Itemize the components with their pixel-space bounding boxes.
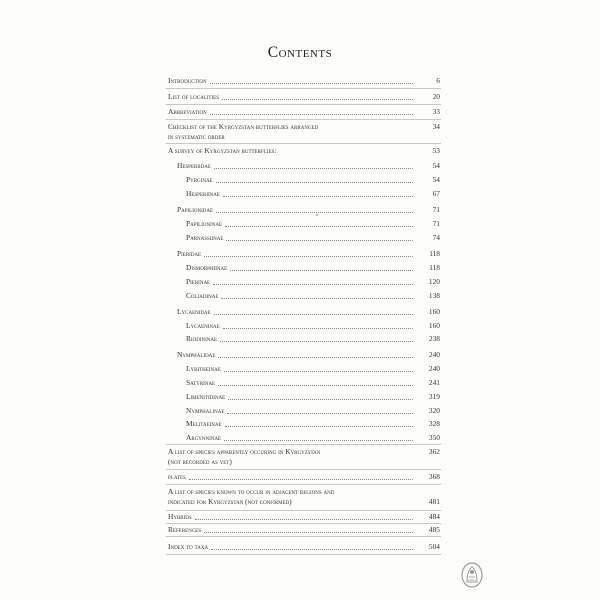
toc-page: 118 <box>429 249 440 258</box>
toc-page: 241 <box>428 378 440 387</box>
toc-entry-argynninae[interactable] <box>186 433 440 443</box>
toc-label: Hesperiidae <box>177 161 211 170</box>
toc-entry-papilionidae[interactable] <box>177 205 440 215</box>
toc-page: 160 <box>428 307 440 316</box>
toc-label: Lycaeninae <box>186 321 220 330</box>
toc-entry-hesperiidae[interactable] <box>177 161 440 171</box>
toc-label: Papilioninae <box>186 219 223 228</box>
toc-label: Lycaenidae <box>177 307 211 316</box>
toc-entry-coliadinae[interactable] <box>186 291 440 301</box>
toc-page: 350 <box>428 433 440 442</box>
toc-entry-pyrginae[interactable] <box>186 175 440 185</box>
divider <box>166 523 441 524</box>
toc-entry-abbreviation[interactable] <box>168 107 440 117</box>
toc-label-continued: (not recorded as yet) <box>168 457 232 466</box>
toc-page: 54 <box>432 161 440 170</box>
leader-dots <box>220 341 413 342</box>
leader-dots <box>224 440 413 441</box>
divider <box>166 444 441 445</box>
toc-label: References <box>168 525 201 534</box>
toc-page: 160 <box>428 321 440 330</box>
leader-dots <box>218 357 413 358</box>
leader-dots <box>224 371 413 372</box>
divider <box>166 88 441 89</box>
leader-dots <box>230 270 413 271</box>
toc-entry-nymphalidae[interactable] <box>177 350 440 360</box>
toc-entry-satyrinae[interactable] <box>186 378 440 388</box>
toc-label-continued: indicated for Kyrgyzstan (not confirmed) <box>168 497 292 506</box>
toc-label: A list of species known to occur in adjacent regions and <box>168 487 335 496</box>
leader-dots <box>204 256 413 257</box>
toc-entry-nymphalinae[interactable] <box>186 406 440 416</box>
leader-dots <box>228 399 413 400</box>
toc-label: Hybrids <box>168 512 192 521</box>
toc-label: Argynninae <box>186 433 222 442</box>
toc-label: plates <box>168 472 186 481</box>
toc-page: 138 <box>428 291 440 300</box>
toc-entry-dismorphiinae[interactable] <box>186 263 440 273</box>
toc-label: Abbreviation <box>168 107 207 116</box>
divider <box>166 554 441 555</box>
toc-label: Pyrginae <box>186 175 213 184</box>
toc-label-continued: in systematic order <box>168 132 225 141</box>
leader-dots <box>218 385 413 386</box>
toc-label: Checklist of the Kyrgyzstan butterflies arranged <box>168 122 319 131</box>
divider <box>166 104 441 105</box>
toc-label: Lybitheinae <box>186 364 221 373</box>
toc-page: 240 <box>428 350 440 359</box>
toc-label: Coliadinae <box>186 291 219 300</box>
toc-page: 118 <box>429 263 440 272</box>
toc-page: 33 <box>432 107 440 116</box>
toc-entry-parnassiinae[interactable] <box>186 233 440 243</box>
toc-entry-lybitheinae[interactable] <box>186 364 440 374</box>
leader-dots <box>226 240 413 241</box>
toc-page: 504 <box>428 542 440 551</box>
toc-label: A survey of Kyrgyzstan butterflies: <box>168 146 277 155</box>
toc-entry-apparently-occuring[interactable] <box>168 447 440 467</box>
divider <box>166 484 441 485</box>
toc-page: 328 <box>428 419 440 428</box>
toc-page: 481 <box>428 497 440 506</box>
leader-dots <box>210 114 413 115</box>
leader-dots <box>225 426 413 427</box>
toc-label: Pieridae <box>177 249 202 258</box>
toc-page: 54 <box>432 175 440 184</box>
toc-entry-survey[interactable] <box>168 146 440 156</box>
toc-label: Melitaeinae <box>186 419 222 428</box>
leader-dots <box>189 479 413 480</box>
toc-page: 320 <box>428 406 440 415</box>
paper-speck <box>316 214 318 216</box>
toc-label: Nymphalinae <box>186 406 225 415</box>
toc-page: 74 <box>432 233 440 242</box>
leader-dots <box>227 413 413 414</box>
toc-entry-limenitidinae[interactable] <box>186 392 440 402</box>
toc-entry-hesperiinae[interactable] <box>186 189 440 199</box>
toc-entry-index-to-taxa[interactable] <box>168 542 440 552</box>
divider <box>166 536 441 537</box>
toc-label: A list of species apparently occuring in Kyrgyzstan <box>168 447 321 456</box>
toc-label: Pierinae <box>186 277 211 286</box>
toc-entry-adjacent-regions[interactable] <box>168 487 440 507</box>
toc-page: 362 <box>428 447 440 456</box>
leader-dots <box>221 298 413 299</box>
divider <box>166 510 441 511</box>
toc-label: List of localities <box>168 92 219 101</box>
toc-page: 6 <box>436 76 440 85</box>
toc-page: 71 <box>432 205 440 214</box>
leader-dots <box>225 226 413 227</box>
toc-page: 53 <box>432 146 440 155</box>
toc-label: Nymphalidae <box>177 350 216 359</box>
toc-entry-riodininae[interactable] <box>186 334 440 344</box>
leader-dots <box>214 168 413 169</box>
divider <box>166 119 441 120</box>
toc-entry-pierinae[interactable] <box>186 277 440 287</box>
toc-entry-checklist[interactable] <box>168 122 440 142</box>
toc-label: Hesperiinae <box>186 189 220 198</box>
leader-dots <box>214 314 413 315</box>
toc-page: 67 <box>432 189 440 198</box>
leader-dots <box>216 212 413 213</box>
toc-entry-introduction[interactable] <box>168 76 440 86</box>
toc-page: 485 <box>428 525 440 534</box>
toc-page: 238 <box>428 334 440 343</box>
toc-page: 319 <box>428 392 440 401</box>
toc-label: Riodininae <box>186 334 218 343</box>
leader-dots <box>223 328 413 329</box>
toc-label: Dismorphiinae <box>186 263 228 272</box>
toc-page: 20 <box>432 92 440 101</box>
toc-page: 484 <box>428 512 440 521</box>
leader-dots <box>195 519 413 520</box>
toc-label: Limenitidinae <box>186 392 226 401</box>
page-title: Contents <box>267 44 333 61</box>
toc-entry-plates[interactable] <box>168 472 440 482</box>
publisher-logo-icon <box>461 562 483 588</box>
toc-label: Introduction <box>168 76 207 85</box>
toc-page: 240 <box>428 364 440 373</box>
toc-entry-papilioninae[interactable] <box>186 219 440 229</box>
leader-dots <box>211 549 413 550</box>
leader-dots <box>216 182 413 183</box>
toc-label: Index to taxa <box>168 542 209 551</box>
divider <box>166 469 441 470</box>
toc-entry-references[interactable] <box>168 525 440 535</box>
leader-dots <box>204 532 413 533</box>
toc-entry-hybrids[interactable] <box>168 512 440 522</box>
divider <box>166 143 441 144</box>
toc-label: Papilionidae <box>177 205 214 214</box>
leader-dots <box>223 196 413 197</box>
toc-entry-melitaeinae[interactable] <box>186 419 440 429</box>
toc-entry-list-of-localities[interactable] <box>168 92 440 102</box>
leader-dots <box>210 83 413 84</box>
leader-dots <box>213 284 413 285</box>
leader-dots <box>222 99 413 100</box>
toc-page: 71 <box>432 219 440 228</box>
toc-page: 368 <box>428 472 440 481</box>
toc-label: Satyrinae <box>186 378 216 387</box>
toc-label: Parnassiinae <box>186 233 224 242</box>
toc-entry-lycaenidae[interactable] <box>177 307 440 317</box>
toc-page: 34 <box>432 122 440 131</box>
toc-page: 120 <box>428 277 440 286</box>
toc-entry-lycaeninae[interactable] <box>186 321 440 331</box>
toc-entry-pieridae[interactable] <box>177 249 440 259</box>
